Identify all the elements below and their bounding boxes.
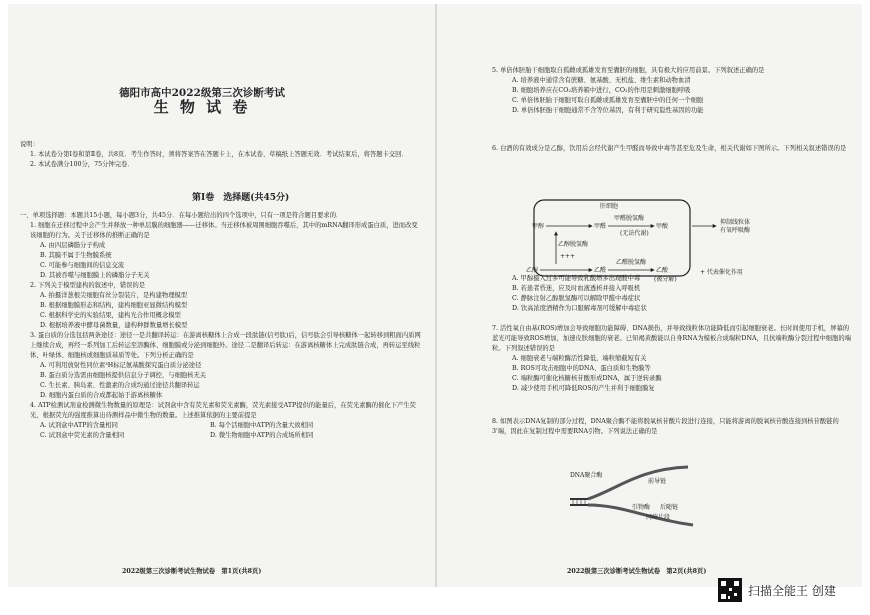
question-3 [20, 331, 422, 401]
option-a: A. 细胞衰老与端粒酶活性降低，端粒缩截短有关 [512, 355, 647, 362]
question-stem: 7. 活性氧自由基(ROS)增加会导致细胞功能障碍、DNA损伤，并导致线粒体功能降低而引起细胞衰老。长时间使用手机，屏幕的蓝光可能导致ROS增加，加速皮肤细胞的衰老。已知褐黄酸能以自身RNA为模板合成端粒DNA，且抗端粒酶分裂过程中细胞的端粒。下列叙述错误的是 [492, 325, 851, 352]
left-page [12, 4, 430, 587]
primer-label: 引物酶 [632, 504, 651, 511]
option-d: D. 其被吞噬与细胞膜上的磷脂分子无关 [40, 272, 150, 279]
question-stem: 4. ATP检测试剂盒检测微生物数量的原理是：试剂盒中含有荧光素和荧光素酶，荧光素接受ATP提供的能量后，在荧光素酶的催化下产生荧光，根据荧光的强度推算出待测样品中微生物的数量。上述推算依据的主要前提是 [30, 402, 416, 419]
acetaldehyde-label: 乙醛 [594, 267, 607, 274]
option-c: C. 生长素、胰岛素、性激素的合成均通过途径共翻译转运 [40, 382, 200, 389]
option-a: A. 拍摄洋葱根尖细胞有丝分裂装片，是构建物理模型 [40, 292, 188, 299]
formaldehyde-label: 甲醛 [594, 223, 607, 230]
option-c: C. 根据科学史的实验结果，建构光合作用概念模型 [40, 312, 181, 319]
oxidized-label: (被分解) [654, 276, 677, 283]
page-footer: 2022级第三次诊断考试生物试卷 第1页(共8页) [122, 568, 262, 575]
okazaki-label: 冈崎片段 [646, 514, 671, 521]
liver-cell-box [534, 200, 690, 276]
scanner-watermark [718, 577, 836, 603]
question-stem: 5. 单倍体胚胎干细胞取自孤雌或孤雄发育至囊胚的细胞，具有极大的应用前景。下列叙述正确的是 [492, 67, 765, 74]
question-stem: 3. 蛋白质的分选包括两条途径：途径一是共翻译转运：在游离核糖体上合成一段肽链(信号肽)后，信号肽会引导核糖体一起转移到粗面内质网上继续合成，再经一系列加工后转运至溶酶体、细胞膜或分泌到细胞外。途径二是翻译后转运：在游离核糖体上完成肽链合成，再转运至线粒体、叶绿体、细胞核或细胞质基质等处。下列分析正确的是 [30, 332, 421, 359]
instruction-line: 1. 本试卷分第Ⅰ卷和第Ⅱ卷，共8页．考生作答时，须将答案答在答题卡上，在本试卷、草稿纸上答题无效．考试结束后，将答题卡交回． [30, 151, 408, 158]
ethanol-label: 乙醇 [526, 267, 539, 274]
question-5 [492, 66, 852, 116]
option-b: B. 若患者昏迷，应及时血液透析并接入呼吸机 [512, 285, 641, 292]
option-a: A. 可利用放射性同位素³H标记氨基酸探究蛋白质分泌途径 [40, 362, 202, 369]
question-2 [20, 281, 422, 331]
option-a: A. 由四层磷脂分子构成 [40, 242, 106, 249]
plus-marks: +++ [560, 253, 576, 260]
metabolism-diagram [496, 194, 816, 284]
instruction-line: 2. 本试卷满分100分，75分钟完卷． [30, 161, 134, 168]
option-c: C. 试剂盒中荧光素的含量相同 [40, 432, 125, 439]
option-c: C. 可能参与细胞间的信息交流 [40, 262, 125, 269]
question-stem: 6. 白酒的有效成分是乙醇，饮用后会经代谢产生甲醛而导致中毒等甚至危及生命，相关代谢如下图所示。下列相关叙述错误的是 [492, 145, 847, 152]
question-8 [492, 417, 852, 437]
option-c: C. 静脉注射乙醇脱氢酶可以解除甲醛中毒症状 [512, 295, 641, 302]
acetaldehyde-dh-label: 乙醛脱氢酶 [616, 259, 647, 266]
option-d: D. 减少使用手机可降低ROS的产生并利于细胞膜复 [512, 385, 655, 392]
option-d: D. 饮高浓度酒精作为口服解毒剂可缓解中毒症状 [512, 305, 647, 312]
exam-title: 德阳市高中2022级第三次诊断考试 [119, 87, 285, 99]
instructions-header: 说明： [20, 141, 39, 148]
question-1 [20, 221, 422, 281]
option-b: B. 根据细胞膜形态和结构，建构细胞亚显微结构模型 [40, 302, 188, 309]
option-b: B. 蛋白质分选需由细胞核提供信息分子调控，与细胞核无关 [40, 372, 207, 379]
inhibit-label-2: 有氧呼吸酶 [720, 227, 751, 234]
section-instructions: 一、单项选择题：本题共15小题，每小题3分，共45分．在每小题给出的四个选项中，只有一项是符合题目要求的． [20, 212, 343, 219]
exam-sheet [8, 4, 862, 587]
exam-subject-title: 生 物 试 卷 [153, 98, 251, 116]
question-6-stem [492, 144, 852, 154]
methanol-label: 甲醇 [532, 223, 545, 230]
page-footer: 2022级第三次诊断考试生物试卷 第2页(共8页) [567, 568, 707, 575]
acetic-acid-label: 乙酸 [656, 267, 669, 274]
option-b: B. ROS可攻击细胞中的DNA、蛋白质和生物膜等 [512, 365, 651, 372]
page-fold [435, 4, 437, 587]
option-d: D. 根据培养液中酵母菌数量，建构种群数量增长模型 [40, 322, 188, 329]
dna-replication-figure [568, 459, 708, 534]
inhibit-label: 抑制线粒体 [720, 219, 751, 226]
option-c: C. 端粒酶可催化核糖核苷酸形成DNA，属于逆转录酶 [512, 375, 662, 382]
leading-strand-label: 前导链 [648, 478, 667, 485]
watermark-text: 扫描全能王 创建 [748, 583, 836, 598]
option-a: A. 甲醇摄入过多可能导致乳酸增多出现酸中毒 [512, 275, 641, 282]
question-stem: 1. 细胞在迁移过程中会产生并释放一种单层膜的细胞器——迁移体。当迁移体被周围细胞吞噬后，其中的mRNA翻译形成蛋白质，进而改变该细胞的行为。关于迁移体的推断正确的是 [30, 222, 418, 239]
polymerase-label: DNA聚合酶 [570, 472, 603, 479]
nonfunctional-label: (无法代谢) [620, 230, 649, 237]
liver-cell-label: 肝细胞 [600, 203, 619, 210]
question-stem: 8. 如图表示DNA复制的部分过程，DNA聚合酶不能将脱氧核苷酸片段进行连接，只能将游离的脱氧核苷酸连接到核苷酸链的3'端，因此在复制过程中需要RNA引物。下列说法正确的是 [492, 418, 839, 435]
option-d: D. 细胞内蛋白质的合成都起始于游离核糖体 [40, 392, 163, 399]
option-d: D. 微生物细胞中ATP的合成场所相同 [210, 432, 314, 439]
adh-label: 乙醇脱氢酶 [558, 241, 589, 248]
option-d: D. 单倍体胚胎干细胞通常不含等位基因，有利于研究隐性基因的功能 [512, 107, 704, 114]
option-a: A. 培养液中通常含有蔗糖、氨基酸、无机盐、维生素和动物血清 [512, 77, 691, 84]
qr-code-icon [718, 578, 742, 602]
question-7 [492, 324, 852, 394]
formic-acid-label: 甲酸 [656, 223, 669, 230]
option-c: C. 单倍体胚胎干细胞可取自孤雌或孤雄发育至囊胚中的任何一个细胞 [512, 97, 704, 104]
option-b: B. 其膜不属于生物膜系统 [40, 252, 112, 259]
legend-label: + 代表催化作用 [700, 269, 743, 276]
instructions [20, 140, 422, 170]
option-b: B. 每个活细胞中ATP的含量大致相同 [210, 422, 314, 429]
question-4 [20, 401, 422, 441]
option-a: A. 试剂盒中ATP的含量相同 [40, 422, 118, 429]
option-b: B. 细胞培养应在CO₂培养箱中进行，CO₂的作用是刺激细胞呼吸 [512, 87, 691, 94]
question-list [20, 211, 422, 441]
formaldehyde-dh-label: 甲醛脱氢酶 [614, 215, 645, 222]
section-title: 第Ⅰ卷 选择题(共45分) [192, 193, 290, 203]
question-stem: 2. 下列关于模型建构的叙述中，错误的是 [30, 282, 146, 289]
lagging-strand-label: 后随链 [660, 504, 679, 511]
